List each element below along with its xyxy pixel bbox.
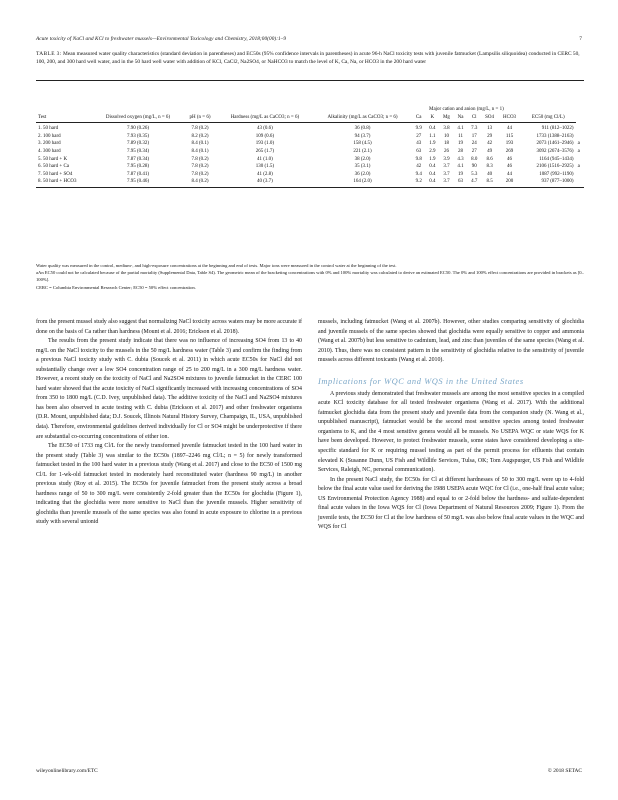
table-cell-ph: 8.4 (0.1) [191,148,209,154]
table-cell-mg: 26 [443,148,449,154]
col-header-hardness: Hardness (mg/L as CaCO3; n = 6) [217,114,313,123]
body-paragraph: mussels, including fatmucket (Wang et al. 2007b). However, other studies comparing sensitivity of glochidia and juvenile mussels of the same species showed that glochidia were equally sensitive to copper and ammonia (Wang et al. 2007b) but less sensitive to cadmium, lead, and zinc than juveniles of the same species (Wang et al. 2010). Thus, there was no consistent pattern in the sensitivity of glochidia relative to the sensitivity of juvenile mussels across different toxicants (Wang et al. 2010). [318,319,584,364]
table-cell-cl: 17 [471,133,477,139]
table-cell-so4: 40 [487,171,493,177]
table-cell-ec50: 1087 (992–1190) [539,171,574,177]
table-cell-cl: 24 [471,141,477,147]
footer-journal-url: wileyonlinelibrary.com/ETC [36,768,98,774]
table-cell-k: 0.4 [429,164,436,170]
table-cell-alk: 221 (2.1) [353,148,372,154]
table-cell-k: 2.9 [429,148,436,154]
table-cell-hco3: 269 [505,148,514,154]
table-footnote: CERC = Columbia Environmental Research Center; EC50 = 50% effect concentration. [36,284,196,290]
table-row [36,123,584,133]
body-paragraph: The EC50 of 1733 mg Cl/L for the newly transformed juvenile fatmucket tested in the 100 hard water in the present study (Table 3) was similar to the EC50s (1897–2246 mg Cl/L; n = 5) for newly transformed fatmucket tested in the 100 hard water in a previous study (Wang et al. 2017) and close to the EC50 of 1500 mg Cl/L for 1-wk-old fatmucket tested in moderately hard reconstituted water (hardness 90 mg/L) in another previous study (Roy et al. 2015). The EC50s for juvenile fatmucket from the present study across a broad hardness range of 50 to 300 mg/L were consistently 2-fold greater than the EC50s for glochidia (Figure 1), indicating that the glochidia were more sensitive to NaCl than the juvenile mussels. Higher sensitivity of glochidia than juvenile mussels of the same species was also found in acute exposure to chlorine in a previous study with several unionid [36,443,302,526]
table-cell-alk: 35 (3.1) [354,164,371,170]
table-cell-mark: a [577,141,580,147]
table-cell-ca: 43 [416,141,422,147]
table-cell-cl: 5.3 [471,171,478,177]
table-cell-na: 19 [458,141,464,147]
major-ions-group-header: Major cation and anion (mg/L, n = 1) [429,107,504,112]
col-header-mg: Mg [439,114,454,123]
body-left-column [36,318,302,528]
table-cell-hard: 41 (2.8) [257,171,273,177]
table-cell-na: 4.1 [457,126,464,132]
table-row [36,140,584,148]
table-cell-mg: 18 [443,141,449,147]
table-cell-test: 1. 50 hard [38,126,59,132]
table-cell-so4: 29 [487,133,493,139]
table-cell-na: 4.3 [457,156,464,162]
table-cell-do: 7.89 (0.32) [126,141,150,147]
table-top-rule [36,80,584,81]
table-cell-ph: 8.4 (0.1) [191,141,209,147]
table-cell-mark [576,171,584,179]
table-cell-hard: 109 (0.6) [255,133,275,139]
table-row [36,148,584,156]
table-cell-alk: 158 (4.5) [353,141,372,147]
table-cell-ph: 7.8 (0.2) [191,126,209,132]
table-row [36,133,584,141]
table-cell-k: 0.4 [426,178,440,187]
water-quality-table [36,106,584,188]
table-cell-ph: 7.8 (0.2) [191,164,209,170]
table-cell-hco3: 44 [507,171,513,177]
table-cell-mg: 10 [443,133,449,139]
table-cell-na: 4.1 [457,164,464,170]
table-cell-do: 7.87 (0.41) [126,171,150,177]
table-cell-do: 7.90 (0.26) [126,126,150,132]
table-cell-test: 4. 300 hard [38,148,61,154]
table-body [36,123,584,188]
table-footnote: aAn EC50 could not be calculated because of the partial mortality (Supplemental Data, Table S4). The geometric mean of the bracketing concentrations with 0% and 100% mortality was calculated to derive an estimated EC50. The 0% and 100% effect concentrations are provided in brackets as [0–100%]. [36,270,584,283]
table-cell-hco3: 200 [498,178,521,187]
table-cell-hard: 130 (1.5) [255,164,275,170]
table-cell-ec50: 937 (877–1000) [521,178,576,187]
table-cell-so4: 8.3 [486,164,493,170]
table-cell-alk: 38 (2.0) [354,156,371,162]
table-cell-hco3: 46 [507,156,513,162]
page-number: 7 [579,36,582,42]
table-cell-cl: 90 [471,164,477,170]
table-cell-test: 3. 200 hard [38,141,61,147]
table-cell-ec50: 2106 (1516–2925) [536,164,574,170]
table-cell-ca: 9.4 [415,171,422,177]
table-cell-na: 19 [458,171,464,177]
col-header-ph: pH (n = 6) [183,114,216,123]
table-cell-alk: 36 (0.8) [354,126,371,132]
table-cell-mark: a [577,164,580,170]
table-cell-ec50: 1733 (1388–2163) [536,133,574,139]
table-cell-alk: 36 (2.0) [354,171,371,177]
table-cell-ec50: 911 (812–1022) [541,126,574,132]
table-cell-mg: 3.8 [443,126,450,132]
table-cell-k: 1.1 [429,133,436,139]
table-cell-mg: 3.7 [443,164,450,170]
table-cell-do: 7.95 (0.46) [93,178,184,187]
table-row [36,156,584,164]
table-row [36,178,584,187]
col-header-ec50: EC50 (mg Cl/L) [521,114,576,123]
table-cell-ph: 8.2 (0.2) [191,133,209,139]
table-cell-do: 7.95 (0.34) [126,148,150,154]
table-cell-hard: 193 (1.0) [255,141,275,147]
footer-copyright: © 2018 SETAC [547,768,582,774]
running-header: Acute toxicity of NaCl and KCl to freshwater mussels—Environmental Toxicology and Chemistry, 2018;00(00):1–9 [36,36,287,42]
table-cell-do: 7.87 (0.34) [126,156,150,162]
table-cell-do: 7.93 (0.35) [126,133,150,139]
table-cell-na: 28 [458,148,464,154]
table-cell-mark [576,133,584,141]
col-header-alkalinity: Alkalinity (mg/L as CaCO3; n = 6) [313,114,412,123]
table-cell-so4: 49 [487,148,493,154]
table-cell-hard: 41 (1.0) [257,156,273,162]
table-cell-ec50: 1164 (945–1434) [539,156,574,162]
col-header-k: K [426,114,440,123]
table-cell-cl: 4.7 [467,178,481,187]
body-paragraph: A previous study demonstrated that freshwater mussels are among the most sensitive species in a compiled acute KCl toxicity database for all tested freshwater organisms (Wang et al. 2017). With the additional fatmucket glochidia data from the present study and juvenile data from the companion study (N. Wang et al., unpublished manuscript), fatmucket would be the second most sensitive species among tested freshwater organisms to K, and the 4 most sensitive genera would all be mussels. No USEPA WQC or state WQS for K have been developed. However, to protect freshwater mussels, some states have considered developing a site-specific standard for K or requiring mussel testing as part of the permit process for effluents that contain elevated K (Susanne Dunn, US Fish and Wildlife Services, Tulsa, OK; Tom Augspurger, US Fish and Wildlife Services, Raleigh, NC, personal communication). [318,390,584,474]
body-paragraph: In the present NaCl study, the EC50s for Cl at different hardnesses of 50 to 300 mg/L were up to 4-fold below the final acute value used for deriving the 1988 USEPA acute WQC for Cl (i.e., one-half final acute value; US Environmental Protection Agency 1988) and equal to or 2-fold below the hardness- and sulfate-dependent final acute values in the Iowa WQS for Cl (Iowa Department of Natural Resources 2009; Figure 1). From the juvenile tests, the EC50 for Cl at the low hardness of 50 mg/L was also below final acute values in the WQC and WQS for Cl [318,476,584,531]
table-cell-ca: 63 [416,148,422,154]
table-cell-so4: 13 [487,126,493,132]
table-cell-ph: 7.8 (0.2) [191,171,209,177]
table-cell-test: 6. 50 hard + Ca [38,164,70,170]
table-cell-cl: 27 [471,148,477,154]
table-cell-alk: 94 (3.7) [354,133,371,139]
table-cell-so4: 42 [487,141,493,147]
table-row [36,171,584,179]
table-cell-test: 2. 100 hard [38,133,61,139]
table-cell-mark: a [577,148,580,154]
table-cell-hard: 265 (1.7) [255,148,275,154]
col-header-do: Dissolved oxygen (mg/L, n = 6) [93,114,184,123]
table-cell-ca: 9.8 [415,156,422,162]
table-cell-k: 0.4 [429,126,436,132]
table-caption [36,50,584,66]
table-cell-so4: 8.6 [486,156,493,162]
table-footnote: Water quality was measured in the control, medium-, and high-exposure concentrations at the beginning and end of tests. Major ions were measured in the control water at the beginning of the test. [36,263,397,268]
table-caption-text: Mean measured water quality characteristics (standard deviation in parentheses) and EC50s (95% confidence intervals in parentheses) in acute 96-h NaCl toxicity tests with juvenile fatmucket (Lampsilis siliquoidea) conducted in CERC 50, 100, 200, and 300 hard well water, and in the 50 hard well water with addition of KCl, CaCl2, Na2SO4, or NaHCO3 to match the level of K, Ca, Na, or HCO3 in the 200 hard water [36,51,580,65]
table-cell-mg: 3.7 [439,178,454,187]
table-cell-k: 1.9 [429,141,436,147]
body-paragraph: from the present mussel study also suggest that normalizing NaCl toxicity across waters may be more accurate if done on the basis of Ca rather than hardness (Mount et al. 2016; Erickson et al. 2018). [36,319,302,335]
col-header-cl: Cl [467,114,481,123]
table-cell-ec50: 3092 (2674–3576) [536,148,574,154]
col-header-ca: Ca [412,114,426,123]
table-cell-cl: 8.0 [471,156,478,162]
table-label: TABLE 3: [36,51,62,57]
col-header-test: Test [36,114,93,123]
table-cell-alk: 164 (2.0) [313,178,412,187]
table-cell-k: 1.9 [429,156,436,162]
table-cell-na: 11 [458,133,463,139]
table-cell-ca: 42 [416,164,422,170]
table-cell-hco3: 193 [505,141,514,147]
table-cell-ca: 27 [416,133,422,139]
table-cell-ph: 8.4 (0.2) [183,178,216,187]
table-cell-mg: 3.7 [443,171,450,177]
table-cell-cl: 7.3 [471,126,478,132]
table-row [36,163,584,171]
table-cell-ec50: 2073 (1461–2946) [536,141,574,147]
table-cell-ca: 9.2 [412,178,426,187]
table-cell-ph: 7.8 (0.2) [191,156,209,162]
table-cell-mg: 3.9 [443,156,450,162]
table-cell-so4: 8.5 [481,178,498,187]
col-header-hco3: HCO3 [498,114,521,123]
table-cell-test: 8. 50 hard + HCO3 [36,178,93,187]
table-cell-hco3: 46 [507,164,513,170]
table-cell-ca: 9.9 [415,126,422,132]
table-cell-mark [576,156,584,164]
table-footnotes [36,262,584,291]
col-header-na: Na [454,114,468,123]
section-heading: Implications for WQC and WQS in the United States [318,376,524,386]
table-cell-do: 7.95 (0.28) [126,164,150,170]
table-cell-na: 63 [454,178,468,187]
table-cell-hco3: 44 [507,126,513,132]
table-cell-k: 0.4 [429,171,436,177]
body-paragraph: The results from the present study indicate that there was no influence of increasing SO4 from 13 to 40 mg/L on the NaCl toxicity to the mussels in the 50 mg/L hardness water (Table 3) and confirm the finding from a previous NaCl toxicity study with C. dubia (Soucek et al. 2011) in which acute EC50s for NaCl did not substantially change over a low SO4 concentration range of 25 to 200 mg/L in a 300 mg/L hardness water. However, a recent study on the toxicity of NaCl and Na2SO4 mixtures to juvenile fatmucket in the CERC 100 hard water showed that the acute toxicity of NaCl significantly increased with increasing concentrations of SO4 from 350 to 1800 mg/L (C.D. Ivey, unpublished data). The additive toxicity of the NaCl and Na2SO4 mixtures has been also observed in acute testing with C. dubia (Erickson et al. 2017) and other freshwater organisms (D.R. Mount, unpublished data; D.J. Soucek, Illinois Natural History Survey, Champaign, IL, USA, unpublished data). Therefore, environmental guidelines derived individually for Cl or SO4 might be underprotective if there are substantial co-occurring concentrations of either ion. [36,338,302,440]
body-right-column [318,318,584,533]
table-cell-mark [576,178,584,187]
table-cell-hard: 40 (3.7) [217,178,313,187]
table-cell-hard: 43 (0.6) [257,126,273,132]
table-cell-test: 5. 50 hard + K [38,156,68,162]
table-cell-hco3: 115 [505,133,514,139]
table-cell-test: 7. 50 hard + SO4 [38,171,73,177]
col-header-so4: SO4 [481,114,498,123]
table-cell-mark [576,123,584,133]
